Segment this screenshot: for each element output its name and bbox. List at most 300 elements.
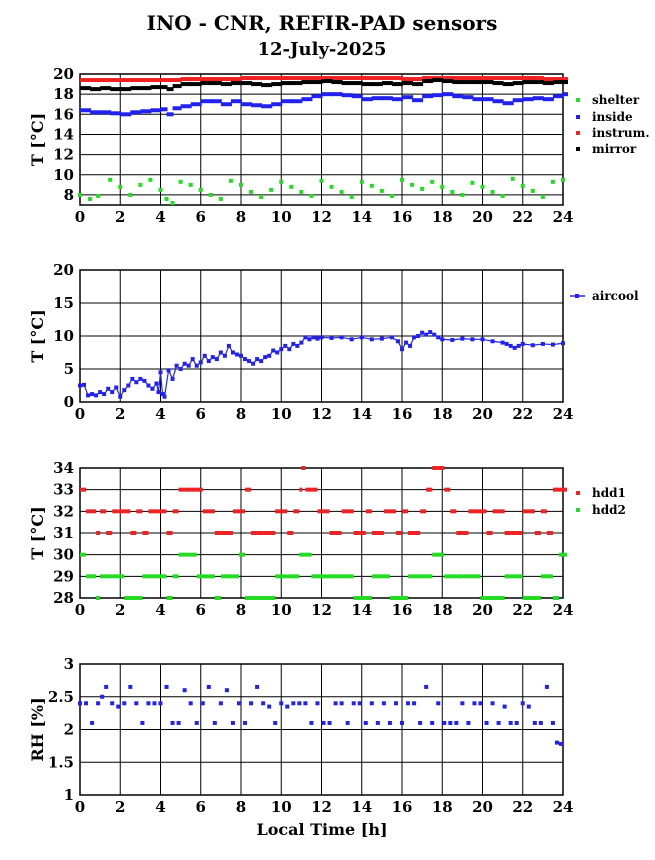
x-tick-label: 10: [270, 798, 292, 816]
data-point: [299, 341, 303, 345]
data-point: [501, 341, 505, 345]
data-point: [96, 194, 100, 198]
x-tick-label: 20: [472, 798, 493, 816]
data-point: [376, 721, 380, 725]
data-point: [179, 553, 185, 557]
data-point: [183, 688, 187, 692]
data-point: [428, 330, 432, 334]
data-point: [303, 335, 307, 339]
data-point: [414, 574, 420, 578]
data-point: [154, 382, 158, 386]
data-point: [243, 357, 247, 361]
data-point: [517, 344, 521, 348]
data-point: [438, 553, 444, 557]
data-point: [432, 333, 436, 337]
data-point: [436, 701, 440, 705]
data-point: [320, 179, 324, 183]
data-point: [185, 488, 191, 492]
data-point: [487, 596, 493, 600]
y-tick-label: 18: [53, 85, 74, 104]
data-point: [342, 76, 363, 80]
data-point: [491, 701, 495, 705]
data-point: [501, 194, 505, 198]
data-point: [563, 80, 568, 84]
data-point: [384, 574, 390, 578]
data-point: [138, 183, 142, 187]
data-point: [130, 531, 136, 535]
data-point: [124, 596, 130, 600]
data-point: [513, 346, 517, 350]
data-point: [237, 701, 241, 705]
data-point: [481, 185, 485, 189]
data-point: [90, 110, 101, 114]
data-point: [215, 357, 219, 361]
data-point: [305, 488, 311, 492]
data-point: [372, 531, 378, 535]
data-point: [487, 531, 493, 535]
data-point: [426, 488, 432, 492]
data-point: [203, 509, 209, 513]
data-point: [191, 102, 202, 106]
chart-subtitle: 12-July-2025: [257, 39, 387, 60]
panel-2: [28, 261, 639, 423]
data-point: [523, 97, 534, 101]
data-point: [221, 82, 232, 86]
data-point: [189, 701, 193, 705]
data-point: [146, 384, 150, 388]
data-point: [140, 86, 151, 90]
data-point: [424, 685, 428, 689]
data-point: [509, 344, 513, 348]
data-point: [110, 87, 121, 91]
data-point: [201, 81, 212, 85]
data-point: [251, 596, 257, 600]
data-point: [128, 685, 132, 689]
data-point: [362, 76, 383, 80]
y-tick-label: 29: [53, 567, 74, 586]
data-point: [199, 360, 203, 364]
data-point: [396, 339, 400, 343]
data-point: [142, 574, 148, 578]
data-point: [179, 180, 183, 184]
panel-4: [28, 655, 573, 816]
legend-label: mirror: [592, 142, 637, 156]
data-point: [311, 574, 317, 578]
data-point: [281, 76, 302, 80]
data-point: [100, 695, 104, 699]
data-point: [209, 193, 213, 197]
data-point: [432, 78, 443, 82]
data-point: [480, 509, 486, 513]
data-point: [350, 337, 354, 341]
data-point: [472, 97, 483, 101]
data-point: [239, 183, 243, 187]
data-point: [505, 342, 509, 346]
data-point: [402, 509, 408, 513]
data-point: [211, 81, 222, 85]
data-point: [382, 81, 393, 85]
x-tick-label: 20: [472, 601, 493, 619]
data-point: [181, 104, 192, 108]
data-point: [195, 721, 199, 725]
data-point: [90, 87, 101, 91]
data-point: [156, 390, 160, 394]
data-point: [390, 596, 396, 600]
data-point: [150, 387, 154, 391]
data-point: [470, 337, 474, 341]
data-point: [199, 188, 203, 192]
data-point: [233, 509, 239, 513]
data-point: [474, 509, 480, 513]
data-point: [219, 351, 223, 355]
data-point: [382, 76, 403, 80]
data-point: [541, 509, 547, 513]
data-point: [140, 109, 151, 113]
data-point: [505, 574, 511, 578]
data-point: [130, 377, 134, 381]
data-point: [104, 685, 108, 689]
data-point: [120, 112, 131, 116]
data-point: [529, 509, 535, 513]
data-point: [171, 377, 175, 381]
data-point: [110, 390, 114, 394]
data-point: [462, 574, 468, 578]
data-point: [430, 180, 434, 184]
data-point: [309, 721, 313, 725]
data-point: [191, 82, 202, 86]
data-point: [124, 509, 130, 513]
data-point: [269, 596, 275, 600]
data-point: [167, 112, 174, 116]
data-point: [225, 688, 229, 692]
data-point: [535, 531, 541, 535]
data-point: [523, 596, 529, 600]
data-point: [88, 197, 92, 201]
data-point: [245, 596, 251, 600]
data-point: [297, 701, 301, 705]
data-point: [402, 95, 413, 99]
data-point: [287, 574, 293, 578]
data-point: [553, 488, 559, 492]
data-point: [140, 78, 161, 82]
data-point: [380, 337, 384, 341]
data-point: [142, 379, 146, 383]
data-point: [108, 178, 112, 182]
data-point: [173, 574, 179, 578]
data-point: [197, 574, 203, 578]
x-tick-label: 18: [431, 405, 453, 423]
data-point: [175, 364, 179, 368]
data-point: [173, 509, 179, 513]
data-point: [219, 701, 223, 705]
data-point: [201, 701, 205, 705]
data-point: [179, 367, 183, 371]
data-point: [539, 721, 543, 725]
data-point: [239, 354, 243, 358]
data-point: [382, 701, 386, 705]
data-point: [442, 92, 453, 96]
x-tick-label: 6: [195, 601, 206, 619]
data-point: [167, 531, 173, 535]
x-tick-label: 16: [391, 798, 413, 816]
data-point: [523, 76, 544, 80]
data-point: [553, 80, 564, 84]
data-point: [511, 574, 517, 578]
data-point: [336, 531, 342, 535]
data-point: [215, 531, 221, 535]
data-point: [106, 387, 110, 391]
data-point: [122, 701, 126, 705]
x-tick-label: 6: [195, 208, 206, 226]
legend-marker: [576, 147, 580, 151]
data-point: [90, 721, 94, 725]
data-point: [251, 531, 257, 535]
data-point: [267, 705, 271, 709]
x-tick-label: 4: [155, 798, 166, 816]
y-tick-label: 2: [63, 720, 74, 739]
data-point: [269, 188, 273, 192]
data-point: [239, 509, 245, 513]
data-point: [90, 509, 96, 513]
x-tick-label: 18: [431, 601, 453, 619]
data-point: [543, 97, 554, 101]
data-point: [342, 509, 348, 513]
data-point: [281, 81, 292, 85]
data-point: [82, 383, 86, 387]
x-tick-label: 8: [235, 601, 247, 619]
data-point: [420, 331, 424, 335]
x-tick-label: 2: [115, 405, 126, 423]
data-point: [553, 94, 564, 98]
data-point: [521, 701, 525, 705]
data-point: [503, 82, 514, 86]
data-point: [521, 342, 525, 346]
data-point: [400, 178, 404, 182]
data-point: [247, 359, 251, 363]
data-point: [130, 110, 141, 114]
data-point: [420, 187, 424, 191]
data-point: [154, 509, 160, 513]
data-point: [382, 96, 393, 100]
data-point: [227, 574, 233, 578]
data-point: [281, 99, 292, 103]
data-point: [370, 184, 374, 188]
data-point: [320, 335, 324, 339]
data-point: [305, 553, 311, 557]
data-point: [450, 509, 456, 513]
data-point: [360, 596, 366, 600]
data-point: [221, 102, 232, 106]
data-point: [388, 721, 392, 725]
data-point: [483, 97, 494, 101]
data-point: [517, 574, 523, 578]
data-point: [390, 335, 394, 339]
data-point: [559, 553, 563, 557]
data-point: [334, 701, 338, 705]
data-point: [281, 509, 287, 513]
data-point: [432, 553, 438, 557]
data-point: [342, 93, 353, 97]
data-point: [511, 531, 517, 535]
data-point: [462, 76, 483, 80]
data-point: [191, 357, 195, 361]
data-point: [100, 574, 106, 578]
data-point: [231, 99, 242, 103]
data-point: [287, 347, 291, 351]
data-point: [112, 574, 118, 578]
data-point: [96, 701, 100, 705]
data-point: [255, 357, 259, 361]
x-tick-label: 0: [74, 208, 86, 226]
y-axis-title: RH [%]: [28, 697, 47, 762]
data-point: [94, 393, 98, 397]
legend-marker: [576, 508, 580, 512]
data-point: [511, 177, 515, 181]
data-point: [450, 574, 456, 578]
y-tick-label: 1: [63, 786, 74, 804]
data-point: [342, 574, 348, 578]
data-point: [551, 343, 555, 347]
x-tick-label: 2: [115, 208, 126, 226]
data-point: [340, 335, 344, 339]
data-point: [249, 701, 253, 705]
y-tick-label: 14: [53, 125, 74, 144]
x-tick-label: 14: [351, 208, 373, 226]
data-point: [185, 553, 191, 557]
data-point: [142, 531, 148, 535]
data-point: [257, 596, 263, 600]
data-point: [114, 385, 118, 389]
data-point: [547, 531, 553, 535]
y-axis-title: T [°C]: [28, 112, 47, 167]
data-point: [521, 184, 525, 188]
data-point: [259, 195, 263, 199]
data-point: [128, 193, 132, 197]
data-point: [535, 596, 541, 600]
data-point: [161, 574, 167, 578]
y-tick-label: 3: [63, 655, 74, 673]
data-point: [311, 488, 317, 492]
series-mirror: [80, 78, 637, 156]
data-point: [400, 721, 404, 725]
data-point: [352, 81, 363, 85]
data-point: [154, 574, 160, 578]
data-point: [136, 596, 142, 600]
data-point: [440, 185, 444, 189]
data-point: [493, 509, 499, 513]
data-point: [322, 79, 333, 83]
legend-label: aircool: [592, 289, 639, 303]
data-point: [227, 344, 231, 348]
data-point: [366, 509, 372, 513]
data-point: [422, 79, 433, 83]
data-point: [424, 333, 428, 337]
data-point: [257, 531, 263, 535]
data-point: [80, 488, 86, 492]
data-point: [406, 701, 410, 705]
series-aircool: [78, 289, 639, 399]
data-point: [322, 92, 333, 96]
data-point: [231, 721, 235, 725]
y-tick-label: 20: [53, 65, 74, 83]
data-point: [130, 596, 136, 600]
data-point: [509, 721, 513, 725]
data-point: [340, 190, 344, 194]
data-point: [336, 574, 342, 578]
data-point: [299, 488, 302, 492]
data-point: [118, 509, 124, 513]
y-tick-label: 32: [53, 502, 74, 521]
data-point: [279, 701, 283, 705]
data-point: [161, 509, 167, 513]
data-point: [352, 701, 356, 705]
data-point: [106, 531, 112, 535]
data-point: [243, 721, 247, 725]
data-point: [251, 82, 262, 86]
data-point: [263, 355, 267, 359]
data-point: [203, 574, 209, 578]
data-point: [140, 721, 144, 725]
data-point: [146, 701, 150, 705]
data-point: [493, 81, 504, 85]
data-point: [460, 701, 464, 705]
data-point: [301, 97, 312, 101]
data-point: [315, 337, 319, 341]
data-point: [472, 701, 476, 705]
legend-label: instrum.: [592, 126, 650, 140]
data-point: [491, 190, 495, 194]
legend-label: hdd1: [592, 486, 626, 500]
data-point: [362, 97, 373, 101]
data-point: [555, 741, 559, 745]
data-point: [456, 531, 462, 535]
data-point: [291, 81, 302, 85]
data-point: [207, 685, 211, 689]
data-point: [303, 701, 307, 705]
data-point: [517, 531, 523, 535]
data-point: [241, 102, 252, 106]
data-point: [380, 189, 384, 193]
data-point: [450, 190, 454, 194]
data-point: [223, 354, 227, 358]
data-point: [384, 509, 390, 513]
chart-title: INO - CNR, REFIR-PAD sensors: [146, 11, 498, 35]
x-tick-label: 16: [391, 405, 413, 423]
data-point: [126, 384, 130, 388]
data-point: [523, 509, 529, 513]
data-point: [100, 110, 111, 114]
y-tick-label: 2.5: [47, 687, 74, 706]
data-point: [301, 80, 312, 84]
data-point: [161, 78, 182, 82]
data-point: [392, 82, 403, 86]
data-point: [84, 701, 88, 705]
y-tick-label: 34: [53, 459, 74, 477]
data-point: [255, 685, 259, 689]
data-point: [378, 574, 384, 578]
data-point: [481, 337, 485, 341]
data-point: [261, 104, 272, 108]
data-point: [324, 574, 330, 578]
data-point: [372, 96, 383, 100]
data-point: [299, 190, 303, 194]
data-point: [348, 574, 354, 578]
data-point: [470, 181, 474, 185]
data-point: [161, 85, 168, 89]
data-point: [322, 721, 326, 725]
data-point: [309, 194, 313, 198]
data-point: [559, 488, 563, 492]
